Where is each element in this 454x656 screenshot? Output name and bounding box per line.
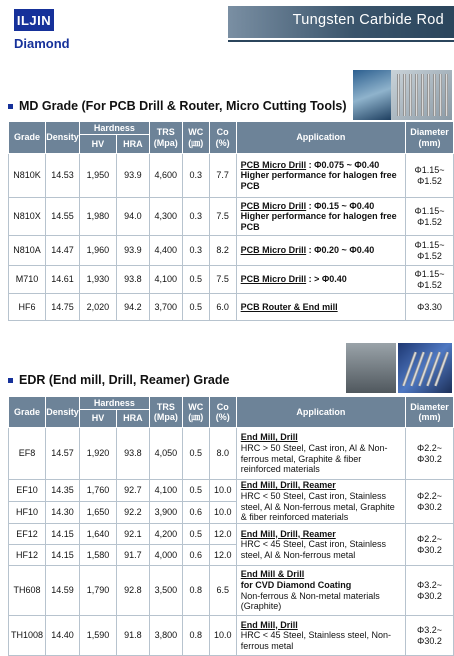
cell-text: (mm) — [418, 137, 441, 148]
end-mill-photo — [346, 343, 452, 393]
table-cell: 12.0 — [209, 524, 236, 545]
table-cell: 7.5 — [209, 266, 236, 294]
table-cell: 1,950 — [79, 154, 116, 198]
table-cell — [236, 294, 405, 321]
table-cell: 92.2 — [116, 502, 149, 524]
table-cell: Φ3.30 — [405, 294, 453, 321]
table-cell: 8.2 — [209, 236, 236, 266]
table-cell: 14.61 — [45, 266, 79, 294]
table-cell — [236, 428, 405, 480]
table-cell: 0.5 — [182, 524, 209, 545]
cell-text: Φ1.15~ — [414, 205, 445, 216]
table-cell — [236, 236, 405, 266]
cell-text: Φ1.52 — [417, 175, 442, 186]
col-density: Density — [45, 122, 79, 154]
table-cell — [405, 154, 453, 198]
cell-text: Φ1.52 — [417, 279, 442, 290]
table-cell: 7.7 — [209, 154, 236, 198]
cell-text: WC — [188, 401, 204, 412]
col-hardness: Hardness — [80, 397, 150, 410]
table-cell: EF10 — [9, 480, 46, 502]
table-cell: 4,100 — [149, 480, 182, 502]
table-cell: 14.59 — [46, 566, 80, 616]
table-cell: 92.1 — [116, 524, 149, 545]
col-hardness: Hardness — [79, 122, 149, 135]
cell-text — [8, 104, 13, 109]
table-cell: 0.8 — [182, 566, 209, 616]
table-cell: 93.8 — [116, 266, 149, 294]
cell-text: : Φ0.20 ~ Φ0.40 — [306, 245, 375, 256]
table-cell: 1,590 — [80, 616, 117, 656]
cell-text: TRS — [156, 401, 175, 412]
table-cell: TH1008 — [9, 616, 46, 656]
table-cell: 12.0 — [209, 545, 236, 566]
table-cell: 0.8 — [182, 616, 209, 656]
cell-text: PCB Micro Drill — [240, 200, 307, 211]
table-row — [9, 198, 454, 236]
col-hra: HRA — [116, 410, 149, 428]
table-cell: 4,600 — [149, 154, 182, 198]
cell-text: PCB Micro Drill — [240, 274, 307, 285]
md-section-title — [8, 99, 347, 113]
table-cell — [405, 198, 453, 236]
cell-text: Φ30.2 — [417, 453, 442, 464]
table-cell — [236, 566, 405, 616]
cell-text: End Mill, Drill — [240, 432, 298, 443]
cell-text: Diameter — [410, 127, 449, 138]
title-rule — [228, 40, 454, 42]
table-cell: EF12 — [9, 524, 46, 545]
table-cell: 94.0 — [116, 198, 149, 236]
col-wc — [182, 122, 209, 154]
table-cell: 0.3 — [182, 198, 209, 236]
table-cell: 94.2 — [116, 294, 149, 321]
col-hra: HRA — [116, 135, 149, 154]
table-cell: 3,700 — [149, 294, 182, 321]
cell-text: HRC > 50 Steel, Cast iron, Al & Non-ferrous metal, Graphite & fiber reinforced materials — [240, 442, 388, 475]
carbide-rod-photo — [353, 70, 452, 120]
table-cell: 2,020 — [79, 294, 116, 321]
cell-text: PCB Router & End mill — [240, 301, 338, 312]
table-cell: 14.15 — [46, 524, 80, 545]
table-cell: 6.0 — [209, 294, 236, 321]
table-cell — [236, 154, 405, 198]
table-cell — [405, 428, 453, 480]
table-row — [9, 480, 454, 502]
table-cell — [405, 616, 453, 656]
cell-text: Φ1.15~ — [414, 239, 445, 250]
table-cell: 0.3 — [182, 236, 209, 266]
table-cell: 14.30 — [46, 502, 80, 524]
table-cell: N810K — [9, 154, 46, 198]
cell-text: End Mill & Drill — [240, 569, 305, 580]
table-cell: 14.53 — [45, 154, 79, 198]
table-cell: 0.5 — [182, 266, 209, 294]
table-cell — [405, 236, 453, 266]
cell-text: HRC < 45 Steel, Cast iron, Stainless steel, Al & Non-ferrous metal — [240, 539, 387, 560]
cell-text: Φ1.52 — [417, 216, 442, 227]
cell-text: : Φ0.075 ~ Φ0.40 — [306, 159, 380, 170]
table-cell: 7.5 — [209, 198, 236, 236]
table-row — [9, 236, 454, 266]
cell-text: (Mpa) — [153, 137, 178, 148]
cell-text: Φ3.2~ — [417, 579, 442, 590]
table-cell: 14.55 — [45, 198, 79, 236]
cell-text: : > Φ0.40 — [306, 274, 347, 285]
table-cell: 10.0 — [209, 502, 236, 524]
table-cell: HF12 — [9, 545, 46, 566]
table-cell: 3,900 — [149, 502, 182, 524]
cell-text: Φ30.2 — [417, 635, 442, 646]
cell-text: Φ3.2~ — [417, 624, 442, 635]
table-cell: 14.75 — [45, 294, 79, 321]
cell-text: WC — [188, 127, 204, 138]
table-cell: HF6 — [9, 294, 46, 321]
table-cell: TH608 — [9, 566, 46, 616]
table-cell: 1,960 — [79, 236, 116, 266]
cell-text: HRC < 45 Steel, Stainless steel, Non-ferrous metal — [240, 630, 392, 651]
table-cell: 14.35 — [46, 480, 80, 502]
table-cell: N810A — [9, 236, 46, 266]
table-cell — [405, 566, 453, 616]
cell-text: PCB Micro Drill — [240, 245, 307, 256]
table-cell: 93.9 — [116, 236, 149, 266]
table-cell — [405, 524, 453, 566]
table-cell: 4,200 — [149, 524, 182, 545]
cell-text: Φ30.2 — [417, 544, 442, 555]
table-cell — [405, 480, 453, 524]
table-cell: 14.57 — [46, 428, 80, 480]
table-cell: 1,920 — [80, 428, 117, 480]
brand-subtitle: Diamond — [14, 36, 70, 51]
table-cell: 4,050 — [149, 428, 182, 480]
brand-logo: ILJIN — [14, 9, 54, 31]
cell-text: MD Grade (For PCB Drill & Router, Micro Cutting Tools) — [19, 99, 347, 113]
col-wc — [182, 397, 209, 428]
table-cell: 1,580 — [80, 545, 117, 566]
cell-text: EDR (End mill, Drill, Reamer) Grade — [19, 373, 230, 387]
table-cell: HF10 — [9, 502, 46, 524]
table-cell: 0.3 — [182, 154, 209, 198]
cell-text: Co — [216, 401, 229, 412]
cell-text: Φ1.15~ — [414, 164, 445, 175]
table-cell: 1,640 — [80, 524, 117, 545]
table-cell — [236, 616, 405, 656]
cell-text: (㎛) — [188, 137, 204, 148]
table-cell: 0.6 — [182, 545, 209, 566]
cell-text: Non-ferrous & Non-metal materials (Graphite) — [240, 590, 380, 612]
col-diameter — [405, 122, 453, 154]
table-cell: 1,760 — [80, 480, 117, 502]
table-cell: 0.5 — [182, 480, 209, 502]
col-trs — [149, 397, 182, 428]
table-cell: 1,790 — [80, 566, 117, 616]
table-cell — [236, 524, 405, 566]
col-density: Density — [46, 397, 80, 428]
cell-text: for CVD Diamond Coating — [240, 579, 352, 590]
cell-text: Φ30.2 — [417, 590, 442, 601]
cell-text: (%) — [215, 137, 230, 148]
table-cell: 6.5 — [209, 566, 236, 616]
cell-text: PCB Micro Drill — [240, 159, 307, 170]
table-cell: 91.7 — [116, 545, 149, 566]
table-row — [9, 428, 454, 480]
table-cell: 4,400 — [149, 236, 182, 266]
cell-text: TRS — [156, 127, 175, 138]
table-cell: 1,650 — [80, 502, 117, 524]
cell-text — [8, 378, 13, 383]
cell-text: (㎛) — [188, 412, 204, 422]
table-row — [9, 524, 454, 545]
table-cell — [236, 266, 405, 294]
table-cell: 91.8 — [116, 616, 149, 656]
table-cell: 10.0 — [209, 480, 236, 502]
table-cell: 4,300 — [149, 198, 182, 236]
cell-text: Co — [216, 127, 229, 138]
cell-text: End Mill, Drill — [240, 619, 298, 630]
col-grade: Grade — [9, 397, 46, 428]
col-hv: HV — [79, 135, 116, 154]
cell-text: Higher performance for halogen free PCB — [240, 170, 397, 191]
col-co — [209, 397, 236, 428]
col-diameter — [405, 397, 453, 428]
table-cell: 8.0 — [209, 428, 236, 480]
table-cell: 14.15 — [46, 545, 80, 566]
table-cell: 3,500 — [149, 566, 182, 616]
table-cell — [236, 480, 405, 524]
cell-text: : Φ0.15 ~ Φ0.40 — [306, 200, 375, 211]
table-cell: 1,980 — [79, 198, 116, 236]
table-row — [9, 266, 454, 294]
cell-text: Diameter — [410, 401, 449, 412]
table-cell: N810X — [9, 198, 46, 236]
table-cell: 92.7 — [116, 480, 149, 502]
col-grade: Grade — [9, 122, 46, 154]
table-cell: 93.9 — [116, 154, 149, 198]
cell-text: Φ2.2~ — [417, 442, 442, 453]
table-cell: 0.5 — [182, 428, 209, 480]
cell-text: Φ2.2~ — [417, 533, 442, 544]
table-row — [9, 616, 454, 656]
col-trs — [149, 122, 182, 154]
table-cell: 14.47 — [45, 236, 79, 266]
table-cell — [405, 266, 453, 294]
table-row — [9, 294, 454, 321]
cell-text: End Mill, Drill, Reamer — [240, 528, 336, 539]
cell-text: Φ1.52 — [417, 250, 442, 261]
table-cell: 0.6 — [182, 502, 209, 524]
cell-text: (mm) — [418, 412, 441, 422]
table-cell: 4,000 — [149, 545, 182, 566]
title-banner — [228, 6, 454, 38]
cell-text: HRC < 50 Steel, Cast iron, Stainless steel, Al & Non-ferrous metal, Graphite & fiber reinforced materials — [240, 490, 395, 523]
table-cell: EF8 — [9, 428, 46, 480]
table-cell: 14.40 — [46, 616, 80, 656]
table-cell — [236, 198, 405, 236]
table-cell: 3,800 — [149, 616, 182, 656]
edr-section-title — [8, 373, 229, 387]
cell-text: (%) — [215, 412, 230, 422]
col-co — [209, 122, 236, 154]
table-row — [9, 154, 454, 198]
edr-grade-table — [8, 396, 454, 656]
cell-text: End Mill, Drill, Reamer — [240, 480, 336, 491]
table-cell: 1,930 — [79, 266, 116, 294]
table-cell: M710 — [9, 266, 46, 294]
table-cell: 92.8 — [116, 566, 149, 616]
table-cell: 93.8 — [116, 428, 149, 480]
table-cell: 10.0 — [209, 616, 236, 656]
table-row — [9, 566, 454, 616]
col-application: Application — [236, 397, 405, 428]
table-cell: 0.5 — [182, 294, 209, 321]
md-grade-table — [8, 121, 454, 321]
table-cell: 4,100 — [149, 266, 182, 294]
col-application: Application — [236, 122, 405, 154]
cell-text: Higher performance for halogen free PCB — [240, 211, 397, 232]
cell-text: Φ30.2 — [417, 501, 442, 512]
cell-text: Φ1.15~ — [414, 268, 445, 279]
page-title: Tungsten Carbide Rod — [292, 12, 444, 28]
cell-text: (Mpa) — [153, 412, 178, 422]
cell-text: Φ2.2~ — [417, 490, 442, 501]
col-hv: HV — [80, 410, 117, 428]
